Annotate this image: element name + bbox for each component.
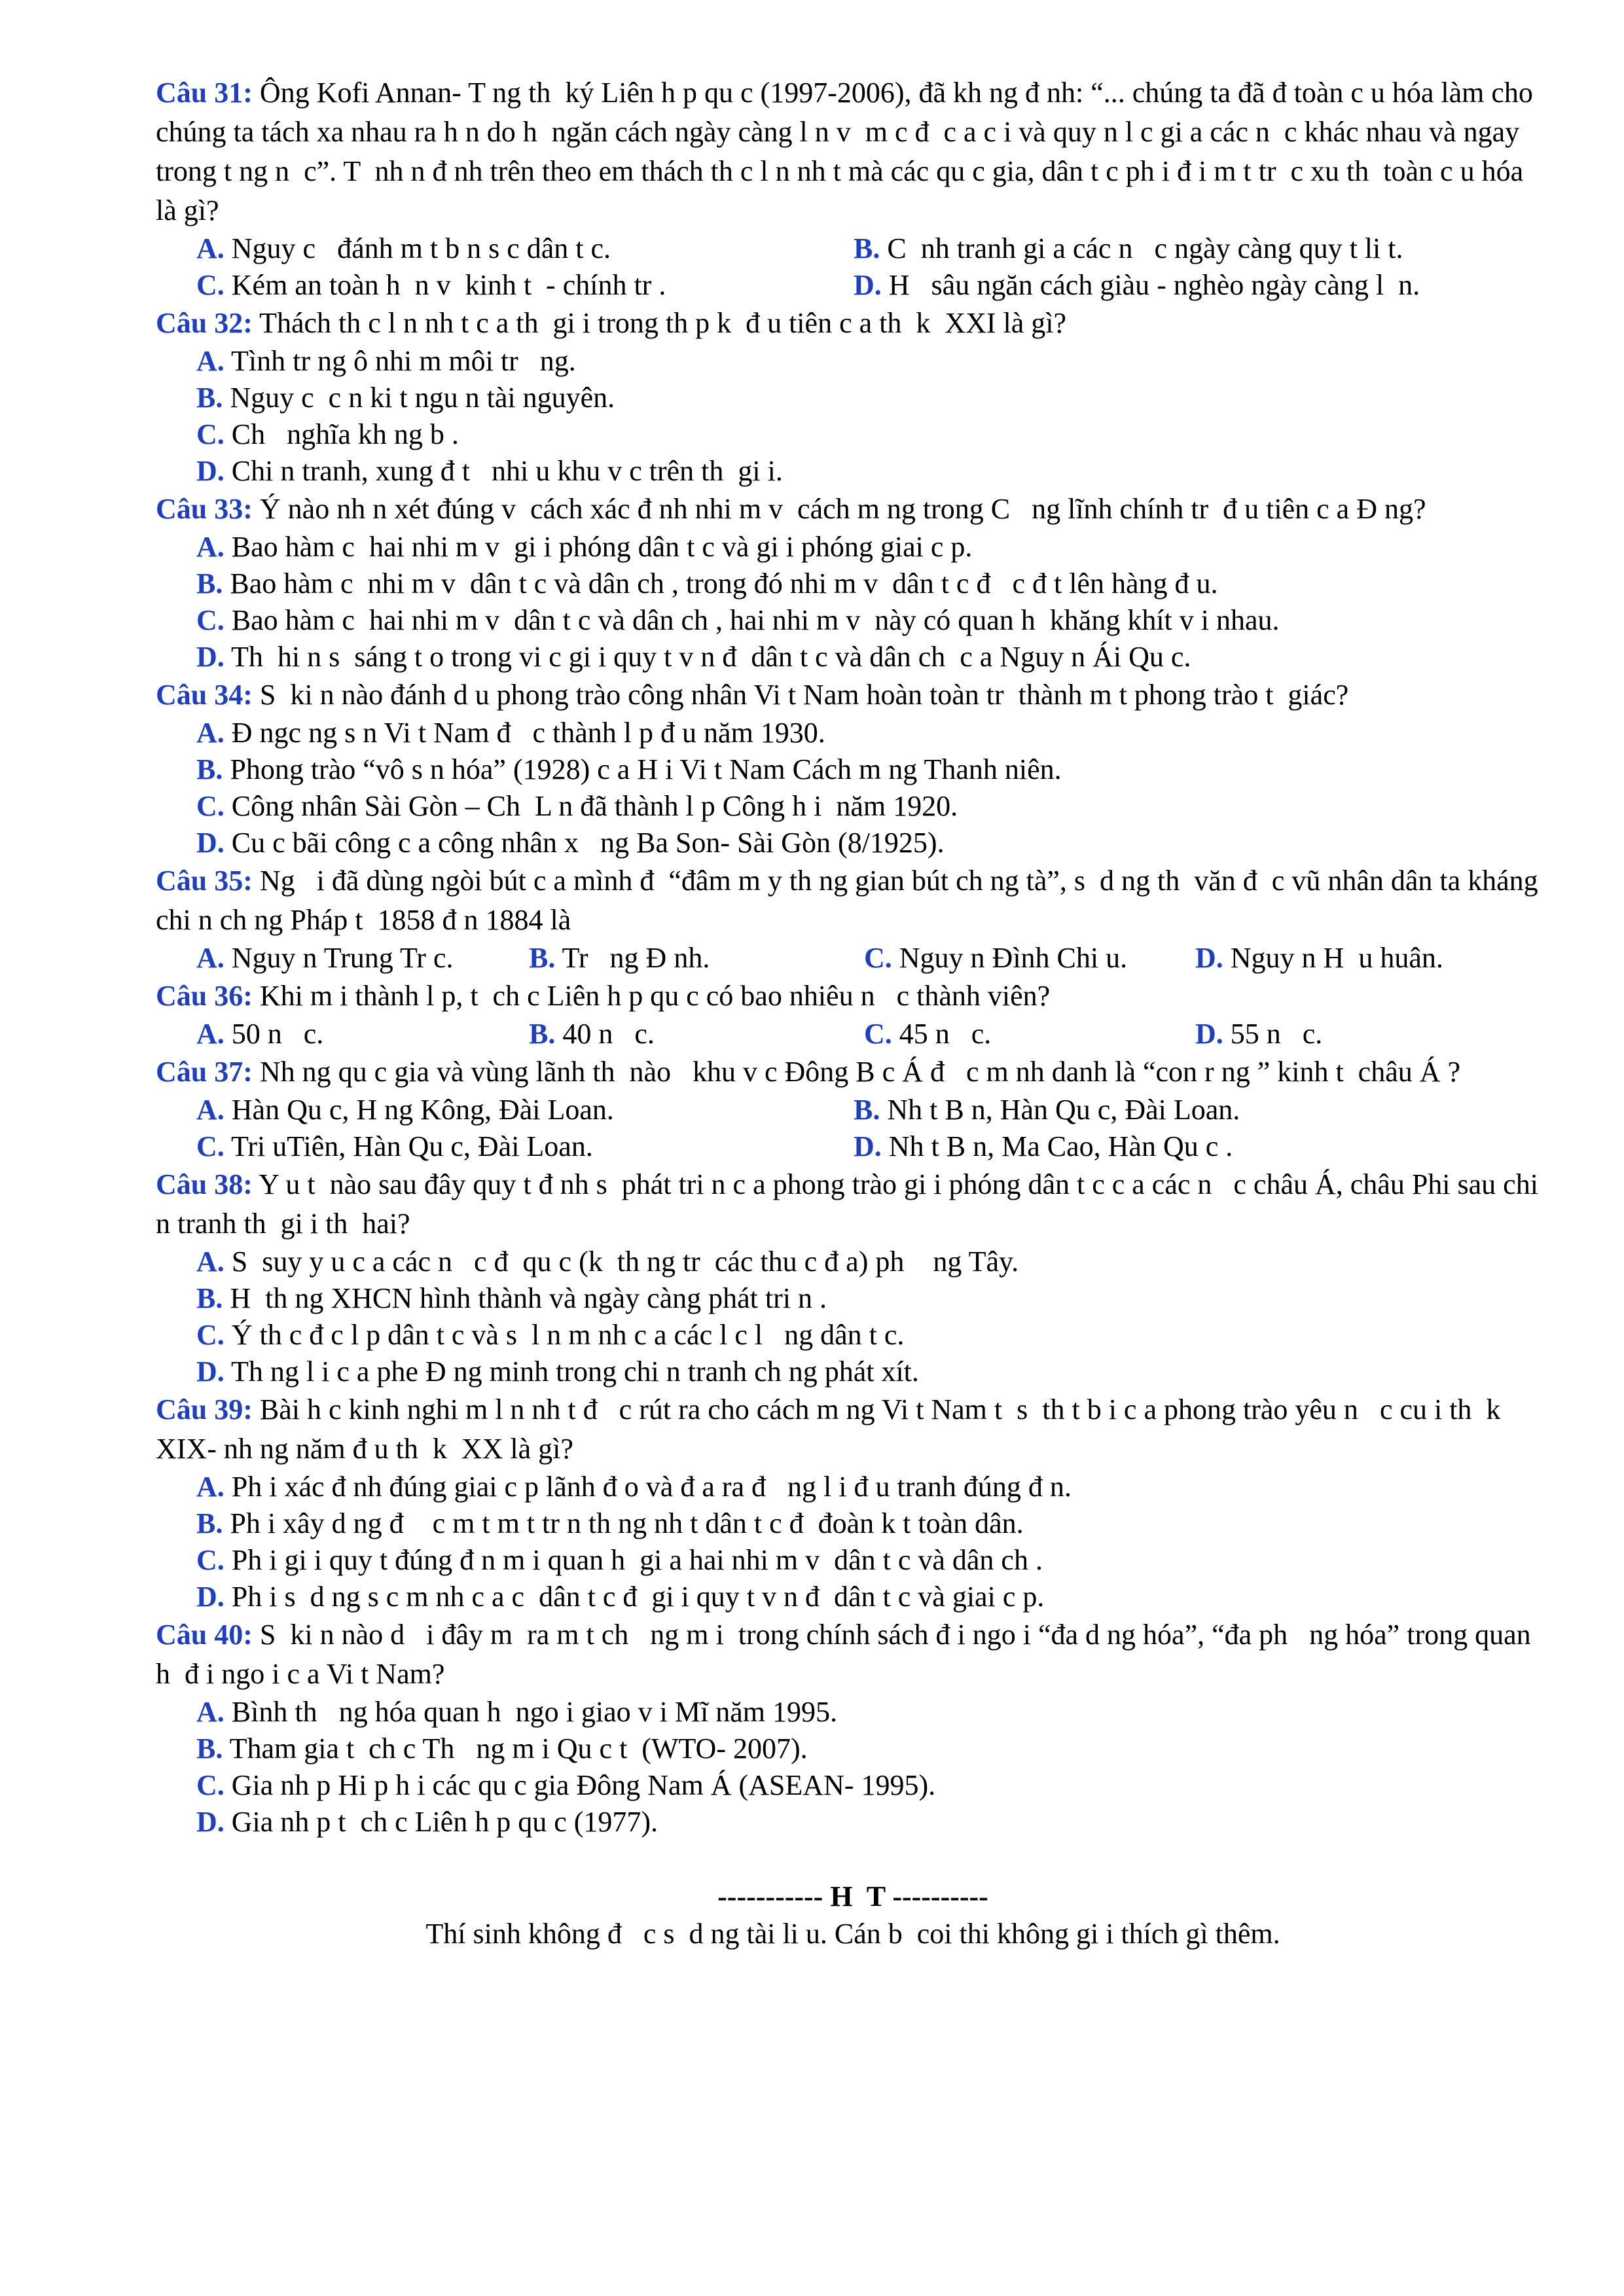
question-text: Khi m i thành l p, t ch c Liên h p qu c có bao nhiêu n c thành viên? bbox=[252, 980, 1051, 1012]
option-text: Chi n tranh, xung đ t nhi u khu v c trên th gi i. bbox=[224, 455, 783, 487]
question-number: Câu 32: bbox=[156, 307, 253, 339]
option-c bbox=[196, 267, 854, 304]
option-c bbox=[156, 788, 1550, 825]
option-text: Công nhân Sài Gòn – Ch L n đã thành l p Công h i năm 1920. bbox=[224, 790, 958, 822]
option-d bbox=[156, 1354, 1550, 1390]
option-b bbox=[156, 1505, 1550, 1542]
option-letter: A. bbox=[196, 1696, 225, 1728]
option-c bbox=[156, 416, 1550, 453]
option-c bbox=[156, 602, 1550, 639]
option-text: Ph i s d ng s c m nh c a c dân t c đ gi i quy t v n đ dân t c và giai c p. bbox=[224, 1581, 1045, 1613]
option-text: Cu c bãi công c a công nhân x ng Ba Son- Sài Gòn (8/1925). bbox=[224, 827, 945, 859]
option-letter: D. bbox=[1195, 1018, 1223, 1050]
exam-page bbox=[156, 73, 1550, 1953]
option-letter: D. bbox=[196, 1806, 225, 1838]
option-letter: A. bbox=[196, 1018, 225, 1050]
option-letter: C. bbox=[196, 604, 225, 636]
question-34 bbox=[156, 675, 1550, 861]
option-letter: B. bbox=[529, 1018, 556, 1050]
option-b bbox=[854, 1092, 1550, 1128]
question-stem bbox=[156, 304, 1550, 343]
option-text: Tình tr ng ô nhi m môi tr ng. bbox=[224, 345, 576, 377]
option-c bbox=[196, 1128, 854, 1165]
option-text: Phong trào “vô s n hóa” (1928) c a H i Vi t Nam Cách m ng Thanh niên. bbox=[223, 753, 1062, 785]
option-list bbox=[156, 1092, 1550, 1165]
option-d bbox=[1195, 1016, 1550, 1052]
question-text: S ki n nào đánh d u phong trào công nhân Vi t Nam hoàn toàn tr thành m t phong trào t giác? bbox=[252, 679, 1349, 711]
question-number: Câu 39: bbox=[156, 1393, 253, 1426]
option-letter: B. bbox=[196, 753, 223, 785]
question-text: Ng i đã dùng ngòi bút c a mình đ “đâm m y th ng gian bút ch ng tà”, s d ng th văn đ c vũ nhân dân ta kháng chi n ch ng Pháp t 1858 đ n 1884 là bbox=[156, 865, 1545, 936]
question-35 bbox=[156, 861, 1550, 977]
option-c bbox=[156, 1767, 1550, 1804]
option-a bbox=[196, 1092, 854, 1128]
option-text: Đ ngc ng s n Vi t Nam đ c thành l p đ u năm 1930. bbox=[224, 717, 825, 749]
option-text: Gia nh p t ch c Liên h p qu c (1977). bbox=[224, 1806, 659, 1838]
option-letter: D. bbox=[196, 1581, 225, 1613]
option-b bbox=[156, 565, 1550, 602]
option-list bbox=[156, 1244, 1550, 1390]
question-36 bbox=[156, 977, 1550, 1052]
question-stem bbox=[156, 73, 1550, 230]
option-letter: A. bbox=[196, 1246, 225, 1278]
option-a bbox=[196, 230, 854, 267]
option-letter: A. bbox=[196, 1471, 225, 1503]
option-letter: D. bbox=[196, 827, 225, 859]
option-text: H th ng XHCN hình thành và ngày càng phát tri n . bbox=[223, 1282, 827, 1314]
option-a bbox=[156, 343, 1550, 380]
option-text: Ph i gi i quy t đúng đ n m i quan h gi a hai nhi m v dân t c và dân ch . bbox=[224, 1544, 1043, 1576]
option-letter: A. bbox=[196, 717, 225, 749]
question-number: Câu 36: bbox=[156, 980, 253, 1012]
question-stem bbox=[156, 675, 1550, 715]
option-letter: B. bbox=[196, 567, 223, 600]
option-a bbox=[156, 529, 1550, 565]
question-text: Nh ng qu c gia và vùng lãnh th nào khu v c Đông B c Á đ c m nh danh là “con r ng ” kinh t châu Á ? bbox=[252, 1056, 1461, 1088]
question-stem bbox=[156, 861, 1550, 940]
option-text: Gia nh p Hi p h i các qu c gia Đông Nam Á (ASEAN- 1995). bbox=[224, 1769, 936, 1801]
option-d bbox=[1195, 940, 1550, 977]
end-mark: ----------- H T ---------- bbox=[717, 1880, 988, 1912]
option-b bbox=[156, 1731, 1550, 1767]
option-d bbox=[156, 825, 1550, 861]
option-letter: D. bbox=[196, 455, 225, 487]
question-text: Ông Kofi Annan- T ng th ký Liên h p qu c (1997-2006), đã kh ng đ nh: “... chúng ta đã đ toàn c u hóa làm cho chúng ta tách xa nhau ra h n do h ngăn cách ngày càng l n v m c đ c a c i và quy n l c gi a các n c khác nhau và ngay trong t ng n c”. T nh n đ nh trên theo em thách th c l n nh t mà các qu c gia, dân t c ph i đ i m t tr c xu th toàn c u hóa là gì? bbox=[156, 77, 1540, 226]
question-number: Câu 40: bbox=[156, 1619, 253, 1651]
option-b bbox=[854, 230, 1550, 267]
option-letter: C. bbox=[196, 269, 225, 301]
option-text: 45 n c. bbox=[892, 1018, 992, 1050]
question-number: Câu 34: bbox=[156, 679, 253, 711]
option-c bbox=[156, 1542, 1550, 1579]
option-a bbox=[156, 715, 1550, 751]
question-text: S ki n nào d i đây m ra m t ch ng m i trong chính sách đ i ngo i “đa d ng hóa”, “đa ph ng hóa” trong quan h đ i ngo i c a Vi t Nam? bbox=[156, 1619, 1538, 1690]
option-a bbox=[196, 1016, 529, 1052]
option-text: Nguy n H u huân. bbox=[1223, 942, 1443, 974]
option-letter: A. bbox=[196, 1094, 225, 1126]
option-letter: B. bbox=[529, 942, 556, 974]
option-letter: C. bbox=[864, 942, 892, 974]
option-text: Bao hàm c hai nhi m v dân t c và dân ch , hai nhi m v này có quan h khăng khít v i nhau. bbox=[224, 604, 1280, 636]
option-b bbox=[529, 1016, 864, 1052]
option-letter: D. bbox=[196, 641, 225, 673]
option-text: Kém an toàn h n v kinh t - chính tr . bbox=[224, 269, 666, 301]
option-list bbox=[156, 1469, 1550, 1615]
option-b bbox=[156, 380, 1550, 416]
question-text: Ý nào nh n xét đúng v cách xác đ nh nhi m v cách m ng trong C ng lĩnh chính tr đ u tiên c a Đ ng? bbox=[252, 493, 1426, 525]
option-text: Ch nghĩa kh ng b . bbox=[224, 418, 459, 450]
option-d bbox=[156, 1579, 1550, 1615]
question-number: Câu 38: bbox=[156, 1168, 253, 1200]
option-letter: B. bbox=[196, 382, 223, 414]
option-a bbox=[156, 1244, 1550, 1280]
option-d bbox=[854, 267, 1550, 304]
question-38 bbox=[156, 1165, 1550, 1390]
option-c bbox=[864, 1016, 1195, 1052]
option-text: Th ng l i c a phe Đ ng minh trong chi n tranh ch ng phát xít. bbox=[224, 1355, 919, 1388]
option-letter: C. bbox=[196, 1769, 225, 1801]
question-number: Câu 35: bbox=[156, 865, 253, 897]
option-text: Nguy c c n ki t ngu n tài nguyên. bbox=[223, 382, 615, 414]
option-letter: B. bbox=[854, 1094, 880, 1126]
end-note: Thí sinh không đ c s d ng tài li u. Cán b coi thi không gi i thích gì thêm. bbox=[425, 1918, 1280, 1950]
option-letter: A. bbox=[196, 531, 225, 563]
option-text: Nh t B n, Ma Cao, Hàn Qu c . bbox=[881, 1130, 1233, 1162]
option-list bbox=[156, 1016, 1550, 1052]
question-stem bbox=[156, 1615, 1550, 1694]
option-letter: C. bbox=[196, 1544, 225, 1576]
question-stem bbox=[156, 490, 1550, 529]
option-text: Tri uTiên, Hàn Qu c, Đài Loan. bbox=[224, 1130, 593, 1162]
option-letter: C. bbox=[864, 1018, 892, 1050]
option-text: Ý th c đ c l p dân t c và s l n m nh c a các l c l ng dân t c. bbox=[224, 1319, 905, 1351]
option-d bbox=[156, 639, 1550, 675]
option-a bbox=[196, 940, 529, 977]
question-stem bbox=[156, 1390, 1550, 1469]
option-d bbox=[156, 453, 1550, 490]
option-letter: C. bbox=[196, 1319, 225, 1351]
option-text: Tr ng Đ nh. bbox=[555, 942, 710, 974]
option-text: Nh t B n, Hàn Qu c, Đài Loan. bbox=[880, 1094, 1240, 1126]
question-32 bbox=[156, 304, 1550, 490]
option-c bbox=[156, 1317, 1550, 1354]
option-text: Th hi n s sáng t o trong vi c gi i quy t v n đ dân t c và dân ch c a Nguy n Ái Qu c. bbox=[224, 641, 1191, 673]
question-number: Câu 31: bbox=[156, 77, 253, 109]
option-text: Nguy n Đình Chi u. bbox=[892, 942, 1128, 974]
option-letter: D. bbox=[854, 269, 882, 301]
option-list bbox=[156, 715, 1550, 861]
option-letter: A. bbox=[196, 232, 225, 264]
option-d bbox=[854, 1128, 1550, 1165]
question-31 bbox=[156, 73, 1550, 304]
question-40 bbox=[156, 1615, 1550, 1840]
option-text: Nguy c đánh m t b n s c dân t c. bbox=[224, 232, 611, 264]
question-text: Thách th c l n nh t c a th gi i trong th p k đ u tiên c a th k XXI là gì? bbox=[252, 307, 1067, 339]
option-text: Bao hàm c nhi m v dân t c và dân ch , trong đó nhi m v dân t c đ c đ t lên hàng đ u. bbox=[223, 567, 1218, 600]
option-text: Bao hàm c hai nhi m v gi i phóng dân t c và gi i phóng giai c p. bbox=[224, 531, 973, 563]
option-text: Ph i xác đ nh đúng giai c p lãnh đ o và đ a ra đ ng l i đ u tranh đúng đ n. bbox=[224, 1471, 1072, 1503]
option-text: C nh tranh gi a các n c ngày càng quy t li t. bbox=[880, 232, 1403, 264]
option-text: 55 n c. bbox=[1223, 1018, 1323, 1050]
question-stem bbox=[156, 977, 1550, 1016]
option-list bbox=[156, 529, 1550, 675]
option-letter: B. bbox=[854, 232, 880, 264]
option-letter: A. bbox=[196, 345, 225, 377]
option-text: Tham gia t ch c Th ng m i Qu c t (WTO- 2007). bbox=[223, 1732, 808, 1765]
option-letter: C. bbox=[196, 790, 225, 822]
option-letter: B. bbox=[196, 1732, 223, 1765]
option-text: Hàn Qu c, H ng Kông, Đài Loan. bbox=[224, 1094, 614, 1126]
question-39 bbox=[156, 1390, 1550, 1615]
option-b bbox=[529, 940, 864, 977]
question-text: Y u t nào sau đây quy t đ nh s phát tri n c a phong trào gi i phóng dân t c c a các n c châu Á, châu Phi sau chi n tranh th gi i th hai? bbox=[156, 1168, 1545, 1240]
option-text: Nguy n Trung Tr c. bbox=[224, 942, 454, 974]
option-list bbox=[156, 343, 1550, 490]
option-b bbox=[156, 1280, 1550, 1317]
option-list bbox=[156, 230, 1550, 304]
option-letter: D. bbox=[196, 1355, 225, 1388]
question-37 bbox=[156, 1052, 1550, 1165]
option-text: 50 n c. bbox=[224, 1018, 324, 1050]
question-number: Câu 33: bbox=[156, 493, 253, 525]
option-letter: C. bbox=[196, 1130, 225, 1162]
option-letter: B. bbox=[196, 1507, 223, 1539]
option-a bbox=[156, 1469, 1550, 1505]
question-33 bbox=[156, 490, 1550, 675]
option-letter: B. bbox=[196, 1282, 223, 1314]
option-text: 40 n c. bbox=[555, 1018, 655, 1050]
option-b bbox=[156, 751, 1550, 788]
option-c bbox=[864, 940, 1195, 977]
question-text: Bài h c kinh nghi m l n nh t đ c rút ra cho cách m ng Vi t Nam t s th t b i c a phong trào yêu n c cu i th k XIX- nh ng năm đ u th k XX là gì? bbox=[156, 1393, 1515, 1465]
option-text: Bình th ng hóa quan h ngo i giao v i Mĩ năm 1995. bbox=[224, 1696, 837, 1728]
option-text: Ph i xây d ng đ c m t m t tr n th ng nh t dân t c đ đoàn k t toàn dân. bbox=[223, 1507, 1024, 1539]
option-d bbox=[156, 1804, 1550, 1840]
question-number: Câu 37: bbox=[156, 1056, 253, 1088]
option-list bbox=[156, 940, 1550, 977]
option-letter: A. bbox=[196, 942, 225, 974]
option-list bbox=[156, 1694, 1550, 1840]
option-letter: C. bbox=[196, 418, 225, 450]
option-text: H sâu ngăn cách giàu - nghèo ngày càng l n. bbox=[881, 269, 1420, 301]
option-letter: D. bbox=[854, 1130, 882, 1162]
option-text: S suy y u c a các n c đ qu c (k th ng tr các thu c đ a) ph ng Tây. bbox=[224, 1246, 1019, 1278]
option-a bbox=[156, 1694, 1550, 1731]
option-letter: D. bbox=[1195, 942, 1223, 974]
question-stem bbox=[156, 1052, 1550, 1092]
question-stem bbox=[156, 1165, 1550, 1244]
